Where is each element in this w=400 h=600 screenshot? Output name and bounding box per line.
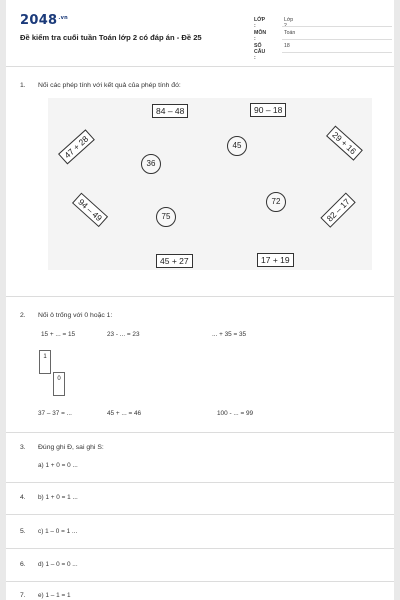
expr-90-18: 90 – 18 <box>250 103 286 117</box>
logo-suffix: .vn <box>58 14 69 21</box>
expr-82-17: 82 – 17 <box>320 192 356 228</box>
meta-divider <box>282 52 392 53</box>
q2-expr-1: 15 + ... = 15 <box>41 331 76 338</box>
result-72: 72 <box>266 192 286 212</box>
logo-text: 2048 <box>20 13 58 28</box>
result-45: 45 <box>227 136 247 156</box>
q2-expr-2: 23 - ... = 23 <box>107 331 140 338</box>
expr-45-27: 45 + 27 <box>156 254 193 268</box>
section-divider <box>6 296 394 297</box>
worksheet-page <box>6 0 394 600</box>
expr-29-16: 29 + 16 <box>326 126 363 161</box>
site-logo[interactable] <box>20 13 68 28</box>
meta-count-key: SỐ CÂU : <box>254 43 266 61</box>
q7-text: e) 1 – 1 = 1 <box>38 592 71 599</box>
q2-number: 2. <box>20 312 26 319</box>
section-divider <box>6 482 394 483</box>
result-36: 36 <box>141 154 161 174</box>
q6-number: 6. <box>20 561 26 568</box>
meta-count-value: 18 <box>284 43 290 49</box>
document-title: Đề kiểm tra cuối tuần Toán lớp 2 có đáp án - Đề 25 <box>20 33 202 42</box>
q3-number: 3. <box>20 444 26 451</box>
q5-text: c) 1 – 0 = 1 ... <box>38 528 78 535</box>
q3-item: a) 1 + 0 = 0 ... <box>38 462 78 469</box>
expr-94-49: 94 – 49 <box>72 193 108 228</box>
q2-text: Nối ô trống với 0 hoặc 1: <box>38 312 113 319</box>
expr-17-19: 17 + 19 <box>257 253 294 267</box>
q2-expr-4: 37 – 37 = ... <box>38 410 72 417</box>
expr-84-48: 84 – 48 <box>152 104 188 118</box>
q1-number: 1. <box>20 82 26 89</box>
meta-divider <box>282 26 392 27</box>
choice-box-0: 0 <box>53 372 65 396</box>
section-divider <box>6 514 394 515</box>
meta-class-key: LỚP : <box>254 17 265 29</box>
q2-expr-5: 45 + ... = 46 <box>107 410 142 417</box>
q2-expr-6: 100 - ... = 99 <box>217 410 254 417</box>
q5-number: 5. <box>20 528 26 535</box>
q1-text: Nối các phép tính với kết quả của phép tính đó: <box>38 82 181 89</box>
expr-47-28: 47 + 28 <box>58 130 95 165</box>
meta-divider <box>282 39 392 40</box>
q7-number: 7. <box>20 592 26 599</box>
q6-text: d) 1 – 0 = 0 ... <box>38 561 78 568</box>
q2-expr-3: ... + 35 = 35 <box>212 331 247 338</box>
section-divider <box>6 432 394 433</box>
q3-text: Đúng ghi Đ, sai ghi S: <box>38 444 104 451</box>
meta-subject-key: MÔN : <box>254 30 267 42</box>
choice-box-1: 1 <box>39 350 51 374</box>
section-divider <box>6 548 394 549</box>
meta-class-value: Lớp <box>284 17 294 23</box>
section-divider <box>6 581 394 582</box>
q4-number: 4. <box>20 494 26 501</box>
result-75: 75 <box>156 207 176 227</box>
meta-subject-value: Toán <box>284 30 296 36</box>
header-divider <box>6 66 394 67</box>
q1-matching-figure <box>48 98 372 270</box>
q4-text: b) 1 + 0 = 1 ... <box>38 494 78 501</box>
